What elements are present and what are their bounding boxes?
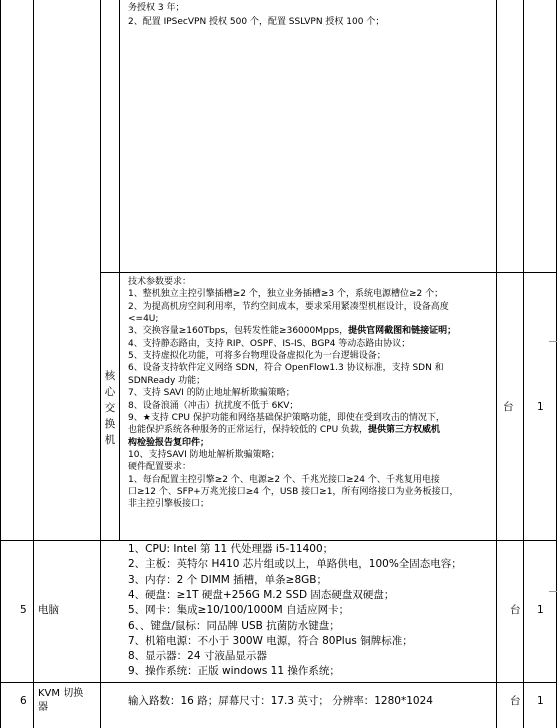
kvm-qty: 1 [537, 695, 544, 707]
col-divider-name-inner [119, 0, 120, 540]
kvm-unit: 台 [510, 695, 521, 707]
switch-spec-line [128, 313, 158, 325]
pc-spec-line: 6、、键盘/鼠标：同品牌 USB 抗菌防水键盘； [128, 619, 340, 632]
switch-spec-text: <=4U; [128, 314, 159, 325]
name-char: 换 [104, 418, 116, 430]
switch-spec-text: 1、整机独立主控引擎插槽≥2 个，独立业务插槽≥3 个，系统电源槽位≥2 个； [128, 289, 444, 300]
switch-spec-line [128, 486, 458, 498]
pc-spec-line: 5、网卡：集成≥10/100/1000M 自适应网卡； [128, 604, 350, 617]
row-divider-kvm-top [0, 682, 557, 683]
pc-spec-line: 9、操作系统：正版 windows 11 操作系统； [128, 665, 340, 678]
pc-spec-line: 4、硬盘：≥1T 硬盘+256G M.2 SSD 固态硬盘双硬盘； [128, 588, 395, 601]
switch-spec-text: 10、支持SAVI 防地址解析欺骗策略； [128, 449, 280, 460]
switch-spec-text: SDNReady 功能； [128, 375, 206, 386]
switch-spec-line [128, 276, 191, 288]
table-border-right [556, 0, 557, 728]
switch-spec-text: 非主控引擎板接口； [128, 499, 210, 510]
switch-spec-text: 也能保护系统各种服务的正常运行，保持较低的 CPU 负载， [128, 425, 369, 436]
switch-spec-bold: 提供第三方权威机 [368, 425, 441, 436]
name-char: 交 [104, 402, 116, 414]
switch-spec-line [128, 449, 280, 461]
pc-spec-line: 8、显示器：24 寸液晶显示器 [128, 650, 267, 663]
switch-spec-line [128, 338, 410, 350]
kvm-name-line2: 器 [38, 702, 48, 713]
switch-spec-text: 1、每台配置主控引擎≥2 个、电源≥2 个、千兆光接口≥24 个、千兆复用电接 [128, 474, 440, 485]
kvm-name-line1: KVM 切换 [38, 688, 84, 699]
name-char: 机 [104, 434, 116, 446]
switch-spec-line [128, 498, 209, 510]
col-divider-name [100, 0, 101, 728]
top-row-line: 务授权 3 年； [128, 3, 185, 13]
switch-spec-line [128, 301, 449, 313]
cell-edge-marker [549, 341, 557, 350]
switch-spec-line [128, 288, 443, 300]
switch-spec-line [128, 375, 205, 387]
switch-spec-text: 5、支持虚拟化功能，可将多台物理设备虚拟化为一台逻辑设备； [128, 351, 386, 362]
switch-spec-line [128, 437, 209, 449]
switch-spec-text: 9、★支持 CPU 保护功能和网络基础保护策略功能，即使在受到攻击的情况下， [128, 412, 445, 423]
switch-spec-line [128, 362, 444, 374]
pc-name: 电脑 [38, 604, 59, 616]
pc-spec-line: 1、CPU: Intel 第 11 代处理器 i5-11400； [128, 543, 334, 555]
switch-spec-text: 技术参数要求： [128, 277, 192, 287]
switch-spec-text: 8、设备浪涌（冲击）抗扰度不低于 6KV； [128, 400, 299, 411]
core-switch-qty: 1 [537, 401, 544, 413]
row-divider-switch-top [100, 272, 557, 273]
pc-spec-line: 3、内存：2 个 DIMM 插槽，单条≥8GB； [128, 573, 327, 586]
switch-spec-line [128, 387, 295, 399]
col-divider-unit [523, 0, 524, 728]
kvm-spec: 输入路数：16 路；屏幕尺寸：17.3 英寸； 分辨率：1280*1024 [128, 695, 433, 707]
pc-index: 5 [20, 604, 27, 616]
name-char: 核 [104, 370, 116, 382]
pc-spec-line: 2、主板：英特尔 H410 芯片组或以上，单路供电，100%全固态电容； [128, 558, 462, 571]
switch-spec-line [128, 412, 445, 424]
switch-spec-text: 2、为提高机房空间利用率，节约空间成本，要求采用紧凑型机框设计，设备高度 [128, 301, 449, 312]
pc-spec-line: 7、机箱电源：不小于 300W 电源，符合 80Plus 铜牌标准； [128, 634, 413, 647]
switch-spec-line [128, 424, 440, 436]
col-divider-index [33, 0, 34, 728]
table-border-left [0, 0, 1, 728]
switch-spec-text: 口≥12 个、SFP+万兆光接口≥4 个，USB 接口≥1，所有网络接口为业务板接口， [128, 486, 459, 497]
switch-spec-text: 硬件配置要求： [128, 462, 192, 473]
switch-spec-text: 3、交换容量≥160Tbps，包转发性能≥36000Mpps， [128, 326, 349, 337]
switch-spec-bold: 构检验报告复印件； [128, 437, 210, 448]
switch-spec-text: 7、支持 SAVI 的防止地址解析欺骗策略； [128, 388, 295, 399]
pc-unit: 台 [510, 604, 521, 616]
col-divider-spec [496, 0, 497, 728]
row-divider-pc-top [0, 540, 557, 541]
switch-spec-line [128, 474, 440, 486]
name-char: 心 [104, 386, 116, 398]
switch-spec-text: 6、设备支持软件定义网络 SDN，符合 OpenFlow1.3 协议标准，支持 SDN 和 [128, 363, 444, 374]
switch-spec-line [128, 400, 298, 412]
switch-spec-line [128, 461, 191, 473]
switch-spec-line [128, 325, 456, 337]
cell-edge-marker [549, 591, 557, 600]
switch-spec-line [128, 350, 386, 362]
switch-spec-text: 4、支持静态路由，支持 RIP、OSPF、IS-IS、BGP4 等动态路由协议； [128, 338, 411, 349]
pc-qty: 1 [537, 604, 544, 616]
kvm-index: 6 [20, 695, 27, 707]
core-switch-unit: 台 [503, 401, 514, 413]
top-row-line: 2、配置 IPSecVPN 授权 500 个，配置 SSLVPN 授权 100 个； [128, 17, 385, 27]
switch-spec-bold: 提供官网截图和链接证明； [348, 326, 457, 337]
